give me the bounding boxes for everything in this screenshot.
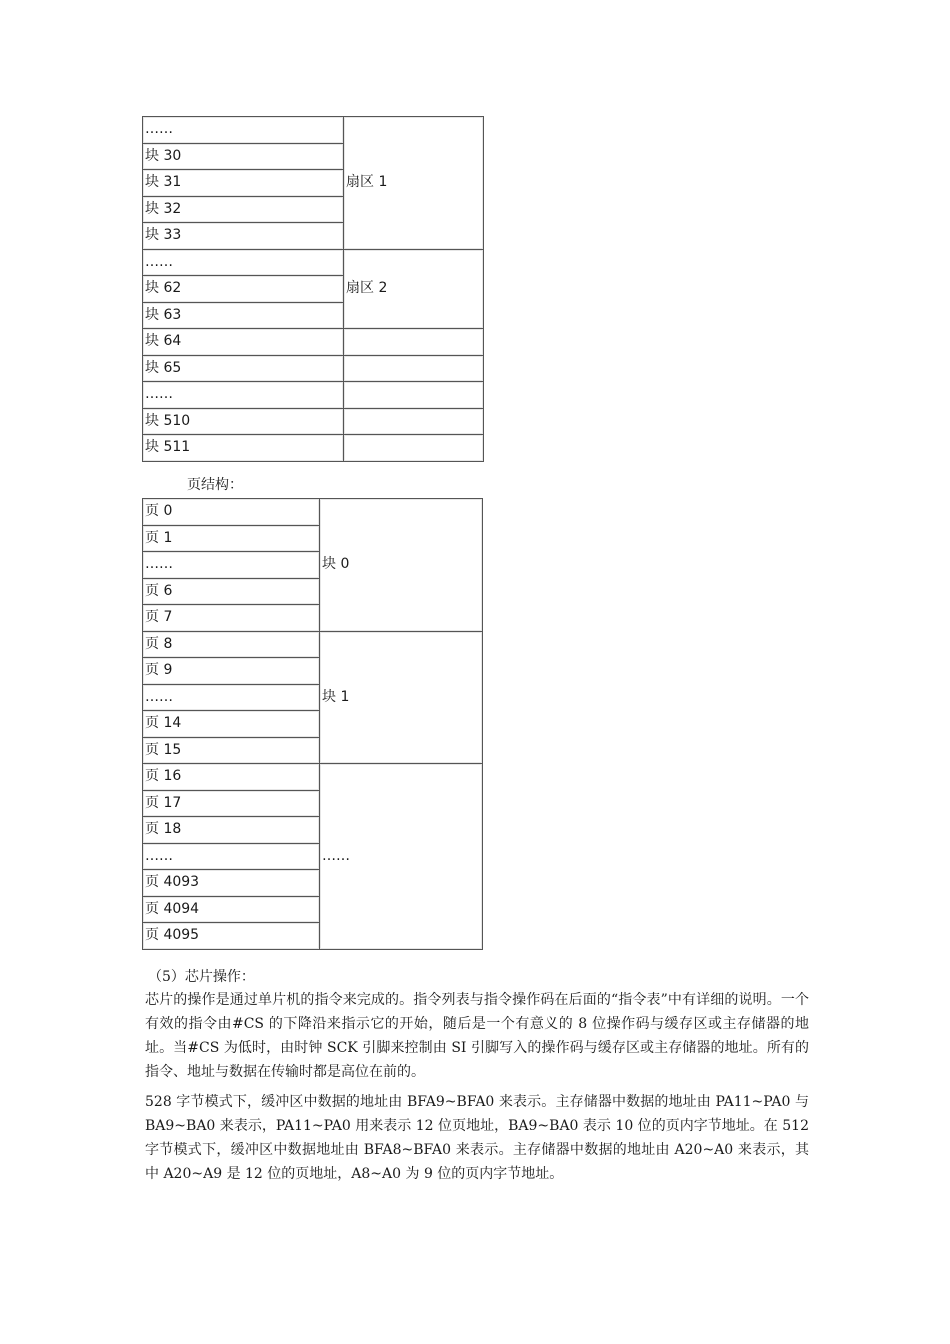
table-cell: 块 30 <box>143 143 344 170</box>
table-cell: 块 31 <box>143 170 344 197</box>
block-label: 块 1 <box>320 631 483 764</box>
body-paragraph: 芯片的操作是通过单片机的指令来完成的。指令列表与指令操作码在后面的“指令表”中有详细的说明。一个有效的指令由#CS 的下降沿来指示它的开始，随后是一个有意义的 8 位操作码与缓存区或主存储器的地址。当#CS 为低时，由时钟 SCK 引脚来控制由 SI 引脚写入的操作码与缓存区或主存储器的地址。所有的指令、地址与数据在传输时都是高位在前的。 <box>145 992 809 1080</box>
sector-block-table <box>142 116 484 462</box>
table-cell: 页 16 <box>143 764 320 791</box>
table-cell: …… <box>143 382 344 409</box>
table-cell: 页 4093 <box>143 870 320 897</box>
table-cell: …… <box>143 843 320 870</box>
sector-label: 扇区 2 <box>344 249 484 329</box>
table-cell: 块 511 <box>143 435 344 462</box>
table-cell: 块 32 <box>143 196 344 223</box>
table-cell: 页 0 <box>143 499 320 526</box>
table-cell: …… <box>143 684 320 711</box>
block-label: 块 0 <box>320 499 483 632</box>
empty-cell <box>344 408 484 435</box>
table-cell: 块 62 <box>143 276 344 303</box>
page-structure-caption: 页结构： <box>187 477 243 493</box>
table-cell: 页 1 <box>143 525 320 552</box>
empty-cell <box>344 382 484 409</box>
table-cell: 页 7 <box>143 605 320 632</box>
table-cell: 块 510 <box>143 408 344 435</box>
table-cell: 页 14 <box>143 711 320 738</box>
table-cell: 块 33 <box>143 223 344 250</box>
empty-cell <box>344 435 484 462</box>
table-cell: 页 4094 <box>143 896 320 923</box>
table-cell: 页 18 <box>143 817 320 844</box>
table-cell: 页 9 <box>143 658 320 685</box>
table-cell: 页 17 <box>143 790 320 817</box>
table-cell: 块 65 <box>143 355 344 382</box>
page-block-table <box>142 498 483 950</box>
table-cell: …… <box>143 552 320 579</box>
table-cell: 块 64 <box>143 329 344 356</box>
section-heading: （5）芯片操作： <box>148 969 255 985</box>
table-cell: 页 15 <box>143 737 320 764</box>
table-cell: 块 63 <box>143 302 344 329</box>
sector-label: 扇区 1 <box>344 117 484 250</box>
table-cell: 页 8 <box>143 631 320 658</box>
block-label: …… <box>320 764 483 950</box>
table-cell: 页 4095 <box>143 923 320 950</box>
table-cell: …… <box>143 117 344 144</box>
table-cell: 页 6 <box>143 578 320 605</box>
empty-cell <box>344 355 484 382</box>
table-cell: …… <box>143 249 344 276</box>
body-paragraph: 528 字节模式下，缓冲区中数据的地址由 BFA9~BFA0 来表示。主存储器中数据的地址由 PA11~PA0 与 BA9~BA0 来表示，PA11~PA0 用来表示 12 位页地址，BA9~BA0 表示 10 位的页内字节地址。在 512 字节模式下，缓冲区中数据地址由 BFA8~BFA0 来表示。主存储器中数据的地址由 A20~A0 来表示，其中 A20~A9 是 12 位的页地址，A8~A0 为 9 位的页内字节地址。 <box>145 1094 809 1182</box>
empty-cell <box>344 329 484 356</box>
